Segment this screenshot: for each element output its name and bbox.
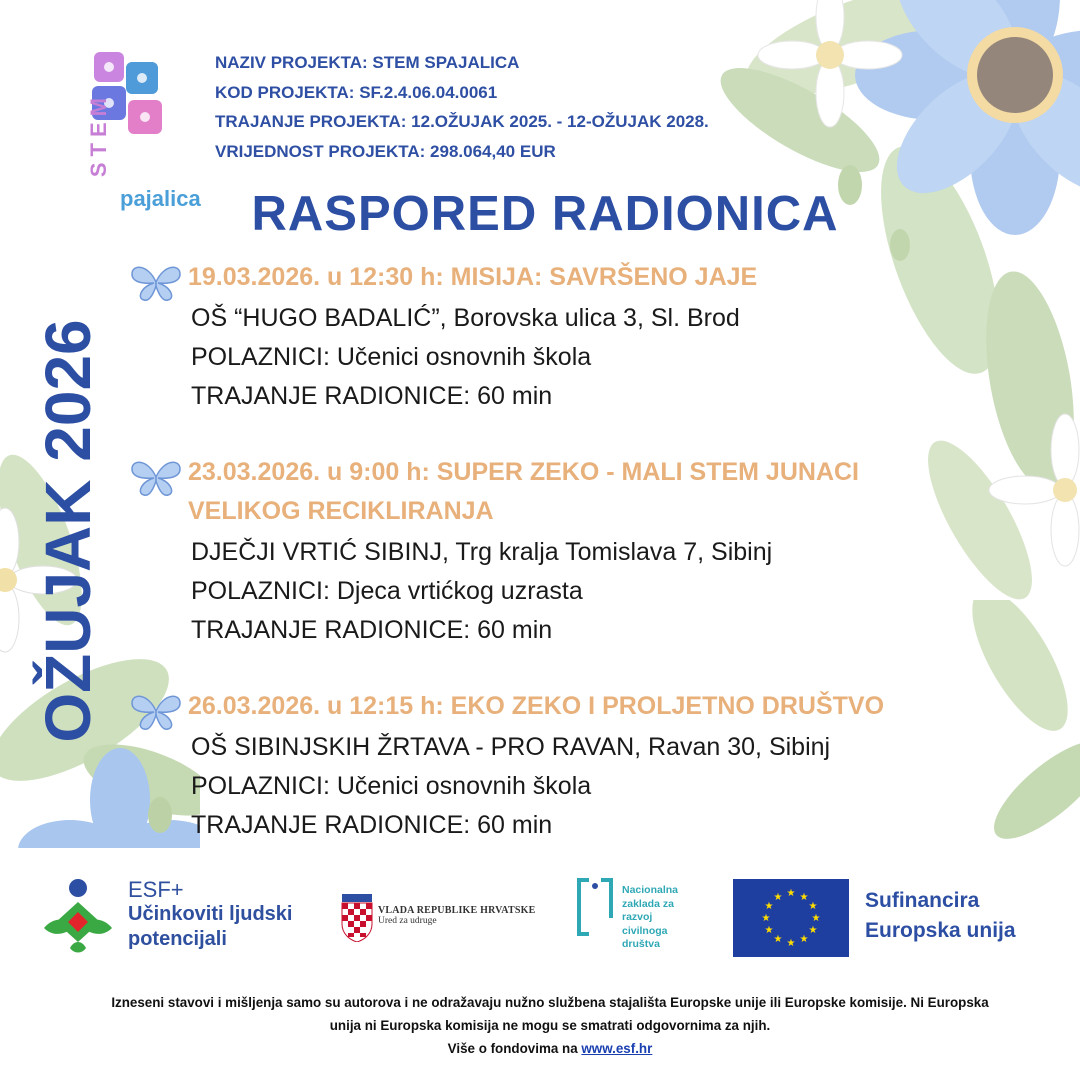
event-participants: POLAZNICI: Učenici osnovnih škola xyxy=(191,343,592,371)
logo-stem-letters: STEM xyxy=(86,92,111,178)
svg-text:★: ★ xyxy=(799,934,809,945)
event-duration: TRAJANJE RADIONICE: 60 min xyxy=(191,811,553,839)
event-location: DJEČJI VRTIĆ SIBINJ, Trg kralja Tomislava 7, Sibinj xyxy=(191,538,773,566)
event-participants: POLAZNICI: Učenici osnovnih škola xyxy=(191,772,592,800)
croatian-coat-of-arms-icon xyxy=(340,894,374,942)
esf-logo-icon xyxy=(40,878,116,958)
month-label: OŽUJAK 2026 xyxy=(32,319,104,743)
project-duration: TRAJANJE PROJEKTA: 12.OŽUJAK 2025. - 12-OŽUJAK 2028. xyxy=(215,112,709,131)
project-name: NAZIV PROJEKTA: STEM SPAJALICA xyxy=(215,53,520,72)
stem-spajalica-logo xyxy=(40,42,201,211)
event-title-continued: VELIKOG RECIKLIRANJA xyxy=(188,497,494,525)
esf-logo-text xyxy=(128,877,292,952)
esf-website-link[interactable]: www.esf.hr xyxy=(581,1041,653,1056)
nzrcd-line: razvoj xyxy=(622,911,653,923)
nzrcd-line: zaklada za xyxy=(622,897,674,910)
disclaimer xyxy=(20,991,1080,1060)
event-duration: TRAJANJE RADIONICE: 60 min xyxy=(191,382,553,410)
butterfly-icon xyxy=(130,262,182,302)
logo-word: pajalica xyxy=(120,186,201,211)
butterfly-icon xyxy=(130,457,182,497)
eu-cofinanced-text xyxy=(865,886,1016,946)
eu-line2: Europska unija xyxy=(865,919,1016,942)
event-location: OŠ SIBINJSKIH ŽRTAVA - PRO RAVAN, Ravan 30, Sibinj xyxy=(191,733,831,761)
vlada-line1: VLADA REPUBLIKE HRVATSKE xyxy=(378,905,536,916)
vlada-logo-text xyxy=(378,905,535,926)
svg-text:★: ★ xyxy=(764,901,774,912)
eu-flag-icon xyxy=(733,879,849,957)
svg-text:★: ★ xyxy=(808,901,818,912)
disclaimer-line1: Izneseni stavovi i mišljenja samo su autorova i ne odražavaju nužno službena stajališta Europske unije ili Europske komisije. Ni Europska xyxy=(111,995,989,1010)
more-info-prefix: Više o fondovima na xyxy=(447,1041,582,1056)
event-location: OŠ “HUGO BADALIĆ”, Borovska ulica 3, Sl. Brod xyxy=(191,304,740,332)
eu-line1: Sufinancira xyxy=(865,889,980,912)
nzrcd-logo-text xyxy=(622,884,678,952)
month-label-container xyxy=(28,296,108,766)
svg-text:★: ★ xyxy=(773,892,783,903)
page-title: RASPORED RADIONICA xyxy=(251,187,839,241)
butterfly-icon xyxy=(130,691,182,731)
disclaimer-line2: unija ni Europska komisija ne mogu se smatrati odgovornima za njih. xyxy=(329,1018,771,1033)
svg-text:★: ★ xyxy=(799,892,809,903)
floral-decoration-bottom-right xyxy=(860,600,1080,850)
event-duration: TRAJANJE RADIONICE: 60 min xyxy=(191,616,553,644)
svg-text:★: ★ xyxy=(808,925,818,936)
nzrcd-bracket-icon xyxy=(575,878,615,936)
vlada-line2: Ured za udruge xyxy=(378,916,437,926)
svg-text:★: ★ xyxy=(773,934,783,945)
nzrcd-line: Nacionalna xyxy=(622,884,679,896)
nzrcd-line: civilnoga xyxy=(622,924,668,937)
eu-stars-icon xyxy=(733,879,849,957)
event-participants: POLAZNICI: Djeca vrtićkog uzrasta xyxy=(191,577,583,605)
svg-text:★: ★ xyxy=(764,925,774,936)
esf-line2: potencijali xyxy=(128,928,227,950)
project-code: KOD PROJEKTA: SF.2.4.06.04.0061 xyxy=(215,82,498,102)
esf-brand: ESF+ xyxy=(128,877,184,902)
nzrcd-line: društva xyxy=(622,938,660,950)
event-title: 19.03.2026. u 12:30 h: MISIJA: SAVRŠENO JAJE xyxy=(188,263,758,291)
svg-text:★: ★ xyxy=(786,888,796,899)
event-title: 23.03.2026. u 9:00 h: SUPER ZEKO - MALI STEM JUNACI xyxy=(188,458,859,486)
svg-text:★: ★ xyxy=(811,913,821,924)
more-info xyxy=(20,1037,1080,1060)
esf-line1: Učinkoviti ljudski xyxy=(128,903,293,925)
event-title: 26.03.2026. u 12:15 h: EKO ZEKO I PROLJETNO DRUŠTVO xyxy=(188,692,885,720)
svg-text:★: ★ xyxy=(786,938,796,949)
project-info xyxy=(215,48,709,166)
project-value: VRIJEDNOST PROJEKTA: 298.064,40 EUR xyxy=(215,141,556,161)
svg-text:★: ★ xyxy=(761,913,771,924)
